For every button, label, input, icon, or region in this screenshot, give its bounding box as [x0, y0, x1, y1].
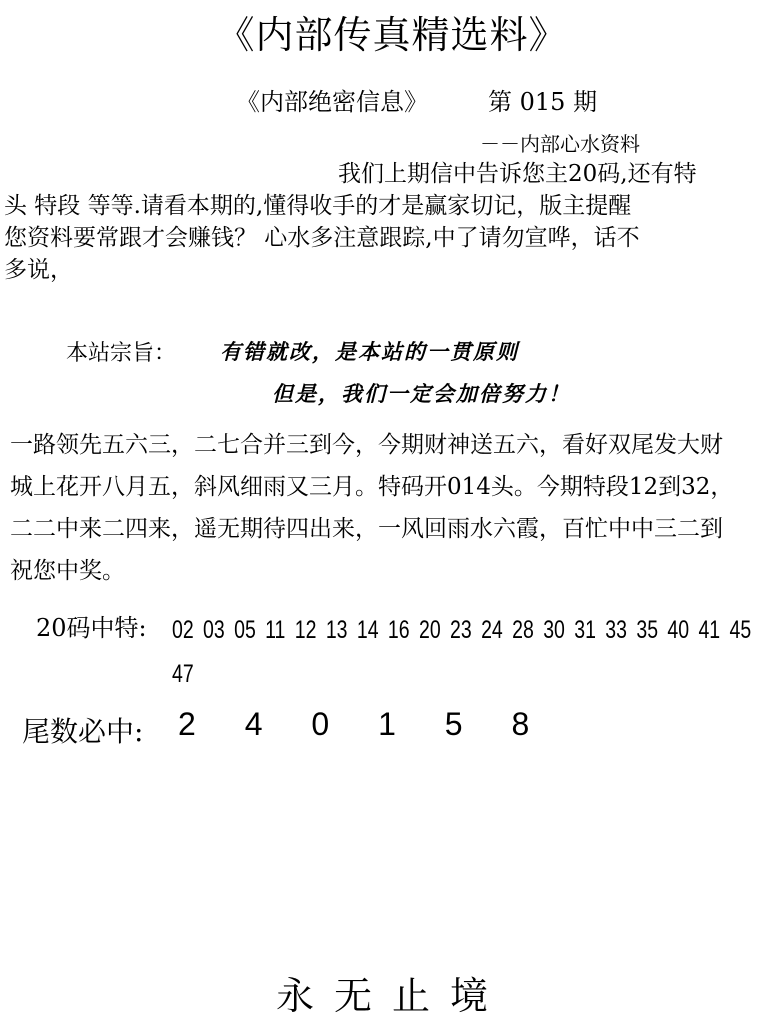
tail-label: 尾数必中: — [22, 715, 144, 748]
number-item: 20 — [418, 616, 441, 644]
poem-block — [10, 424, 782, 592]
number-item: 40 — [667, 616, 690, 644]
number-item: 28 — [512, 616, 534, 644]
poem-line-3: 二二中来二四来，遥无期待四出来，一风回雨水六霞，百忙中中三二到 — [10, 516, 723, 542]
numbers-list — [172, 608, 752, 696]
intro-line-2: 头 特段 等等.请看本期的,懂得收手的才是赢家切记，版主提醒 — [4, 193, 632, 219]
number-item: 13 — [325, 616, 348, 644]
numbers-list-inner — [172, 608, 782, 696]
motto-line-1: 有错就改，是本站的一贯原则 — [220, 340, 519, 364]
number-item: 33 — [605, 616, 627, 644]
number-item: 14 — [356, 616, 379, 644]
number-item: 05 — [234, 616, 256, 644]
number-item: 31 — [574, 616, 596, 644]
intro-line-3: 您资料要常跟才会赚钱？ 心水多注意跟踪,中了请勿宣哗，话不 — [4, 225, 640, 251]
number-item: 24 — [481, 616, 503, 644]
issue-number: 第 015 期 — [488, 88, 598, 116]
number-item: 35 — [636, 616, 659, 644]
number-item: 30 — [543, 616, 565, 644]
number-item: 02 — [172, 616, 194, 644]
number-item: 45 — [729, 616, 752, 644]
numbers-label: 20码中特: — [36, 614, 147, 642]
number-item: 03 — [203, 616, 225, 644]
motto-line-2: 但是，我们一定会加倍努力！ — [272, 382, 571, 406]
source-line: －－内部心水资料 — [480, 132, 640, 156]
number-item: 12 — [294, 616, 317, 644]
poem-line-2: 城上花开八月五，斜风细雨又三月。特码开014头。今期特段12到32， — [10, 474, 734, 500]
number-item: 23 — [450, 616, 472, 644]
intro-line-1: 我们上期信中告诉您主20码,还有特 — [338, 161, 697, 187]
page-title: 《内部传真精选料》 — [216, 13, 568, 57]
poem-line-1: 一路领先五六三，二七合并三到今，今期财神送五六，看好双尾发大财 — [10, 432, 723, 458]
number-item: 47 — [172, 660, 194, 688]
number-item: 41 — [698, 616, 721, 644]
footer-text: 永无止境 — [275, 974, 508, 1018]
intro-line-4: 多说， — [4, 257, 73, 283]
poem-line-4: 祝您中奖。 — [10, 558, 125, 584]
motto-label: 本站宗旨： — [66, 341, 177, 366]
number-item: 11 — [265, 616, 286, 644]
subtitle: 《内部绝密信息》 — [236, 88, 428, 116]
intro-paragraph — [4, 158, 782, 286]
tail-digits: 2 4 0 1 5 8 — [178, 706, 550, 742]
number-item: 16 — [387, 616, 410, 644]
